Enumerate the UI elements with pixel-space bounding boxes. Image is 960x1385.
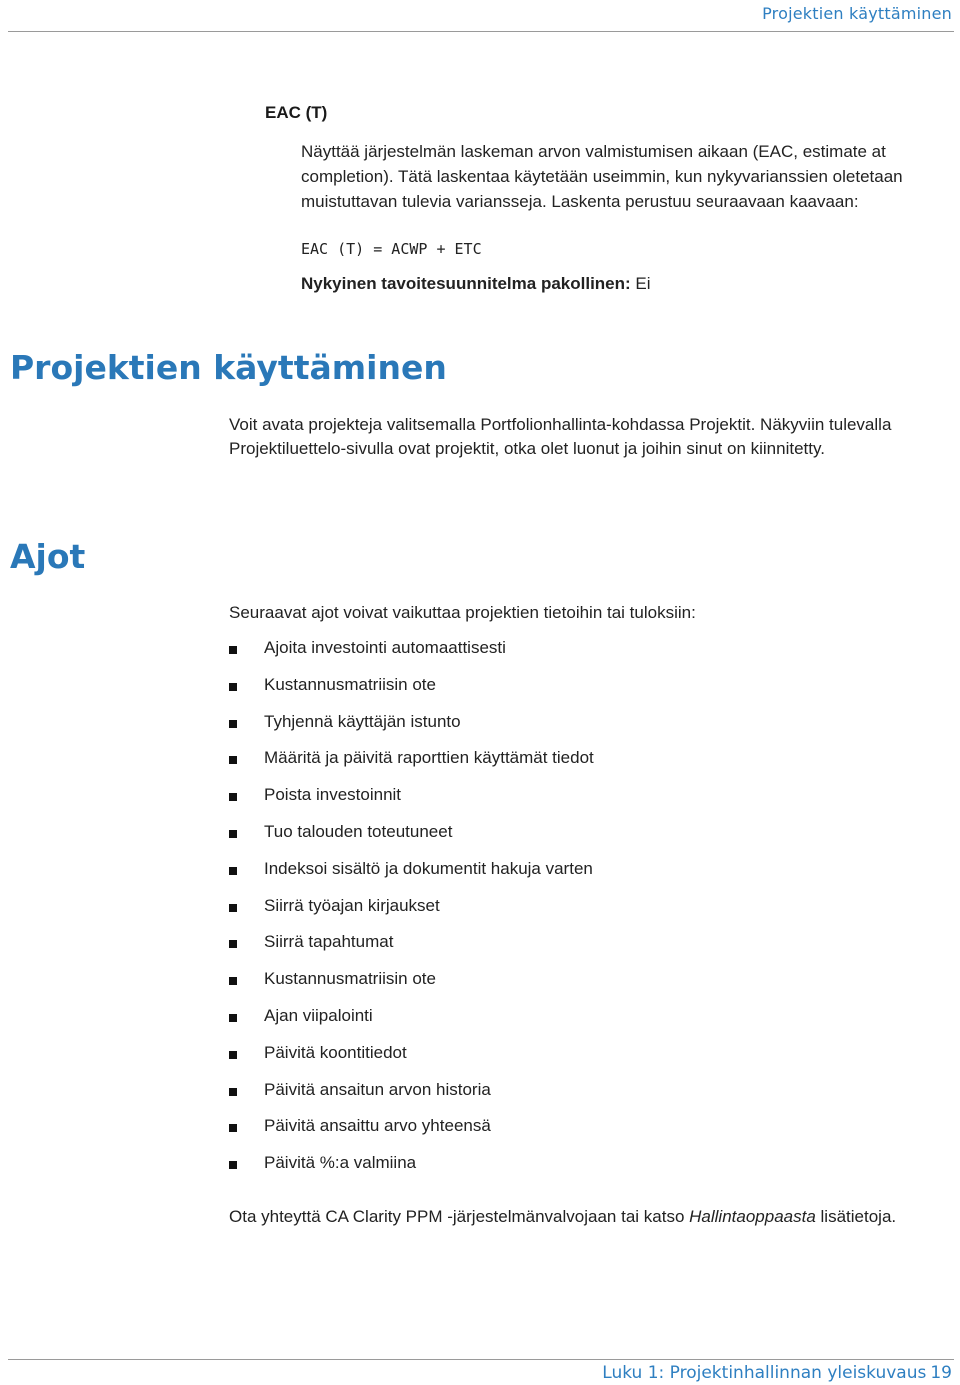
list-item bbox=[229, 1116, 594, 1153]
list-item bbox=[229, 675, 594, 712]
list-item bbox=[229, 896, 594, 933]
list-item-label: Tuo talouden toteutuneet bbox=[264, 821, 453, 841]
list-item bbox=[229, 712, 594, 749]
closing-text: Ota yhteyttä CA Clarity PPM -järjestelmänvalvojaan tai katso bbox=[229, 1207, 685, 1226]
bullet-square-icon bbox=[229, 793, 237, 801]
list-item-label: Kustannusmatriisin ote bbox=[264, 674, 436, 694]
list-item bbox=[229, 969, 594, 1006]
list-item-label: Siirrä tapahtumat bbox=[264, 932, 394, 952]
list-item-label: Päivitä koontitiedot bbox=[264, 1042, 407, 1062]
page-footer bbox=[602, 1363, 952, 1383]
baseline-value: Ei bbox=[635, 274, 651, 293]
bullet-square-icon bbox=[229, 1088, 237, 1096]
page-number: 19 bbox=[930, 1363, 952, 1383]
list-item-label: Päivitä ansaittu arvo yhteensä bbox=[264, 1116, 491, 1136]
bullet-square-icon bbox=[229, 1014, 237, 1022]
closing-paragraph bbox=[229, 1205, 929, 1229]
bullet-square-icon bbox=[229, 756, 237, 764]
baseline-label: Nykyinen tavoitesuunnitelma pakollinen: bbox=[301, 274, 631, 293]
bullet-square-icon bbox=[229, 867, 237, 875]
list-item bbox=[229, 822, 594, 859]
jobs-list bbox=[229, 638, 594, 1190]
bullet-square-icon bbox=[229, 646, 237, 654]
bullet-square-icon bbox=[229, 940, 237, 948]
list-item-label: Tyhjennä käyttäjän istunto bbox=[264, 711, 461, 731]
bullet-square-icon bbox=[229, 683, 237, 691]
list-item-label: Päivitä ansaitun arvon historia bbox=[264, 1079, 491, 1099]
jobs-intro: Seuraavat ajot voivat vaikuttaa projektien tietoihin tai tuloksiin: bbox=[229, 603, 696, 622]
list-item-label: Ajoita investointi automaattisesti bbox=[264, 638, 506, 657]
list-item-label: Ajan viipalointi bbox=[264, 1005, 373, 1025]
bullet-square-icon bbox=[229, 904, 237, 912]
bullet-square-icon bbox=[229, 720, 237, 728]
list-item-label: Määritä ja päivitä raporttien käyttämät tiedot bbox=[264, 748, 594, 768]
closing-text-end: lisätietoja. bbox=[820, 1207, 897, 1226]
list-item-label: Kustannusmatriisin ote bbox=[264, 969, 436, 989]
eac-description: Näyttää järjestelmän laskeman arvon valmistumisen aikaan (EAC, estimate at completion). Tätä laskentaa käytetään useimmin, kun nykyvarianssien oletetaan muistuttavan tulevia variansseja. Laskenta perustuu seuraavaan kaavaan: bbox=[301, 142, 903, 211]
list-item bbox=[229, 1153, 594, 1190]
list-item bbox=[229, 1043, 594, 1080]
bullet-square-icon bbox=[229, 977, 237, 985]
list-item-label: Päivitä %:a valmiina bbox=[264, 1153, 417, 1173]
list-item bbox=[229, 785, 594, 822]
baseline-requirement bbox=[301, 274, 651, 294]
admin-guide-reference: Hallintaoppaasta bbox=[689, 1207, 816, 1226]
bullet-square-icon bbox=[229, 1051, 237, 1059]
bullet-square-icon bbox=[229, 830, 237, 838]
eac-formula: EAC (T) = ACWP + ETC bbox=[301, 240, 482, 258]
bullet-square-icon bbox=[229, 1124, 237, 1132]
list-item bbox=[229, 859, 594, 896]
projects-heading: Projektien käyttäminen bbox=[10, 348, 447, 387]
jobs-heading: Ajot bbox=[10, 537, 86, 576]
list-item bbox=[229, 1080, 594, 1117]
list-item-label: Poista investoinnit bbox=[264, 785, 402, 805]
projects-paragraph: Voit avata projekteja valitsemalla Portfolionhallinta-kohdassa Projektit. Näkyviin tulevalla Projektiluettelo-sivulla ovat projektit, otka olet luonut ja joihin sinut on kiinnitetty. bbox=[229, 415, 892, 458]
running-header: Projektien käyttäminen bbox=[762, 4, 952, 23]
header-rule bbox=[8, 31, 954, 32]
list-item-label: Siirrä työajan kirjaukset bbox=[264, 895, 440, 915]
footer-rule bbox=[8, 1359, 954, 1360]
footer-chapter: Luku 1: Projektinhallinnan yleiskuvaus bbox=[602, 1363, 927, 1383]
list-item-label: Indeksoi sisältö ja dokumentit hakuja varten bbox=[264, 858, 593, 878]
bullet-square-icon bbox=[229, 1161, 237, 1169]
eac-term-title: EAC (T) bbox=[265, 103, 328, 122]
list-item bbox=[229, 1006, 594, 1043]
list-item bbox=[229, 748, 594, 785]
list-item bbox=[229, 932, 594, 969]
list-item bbox=[229, 638, 594, 675]
